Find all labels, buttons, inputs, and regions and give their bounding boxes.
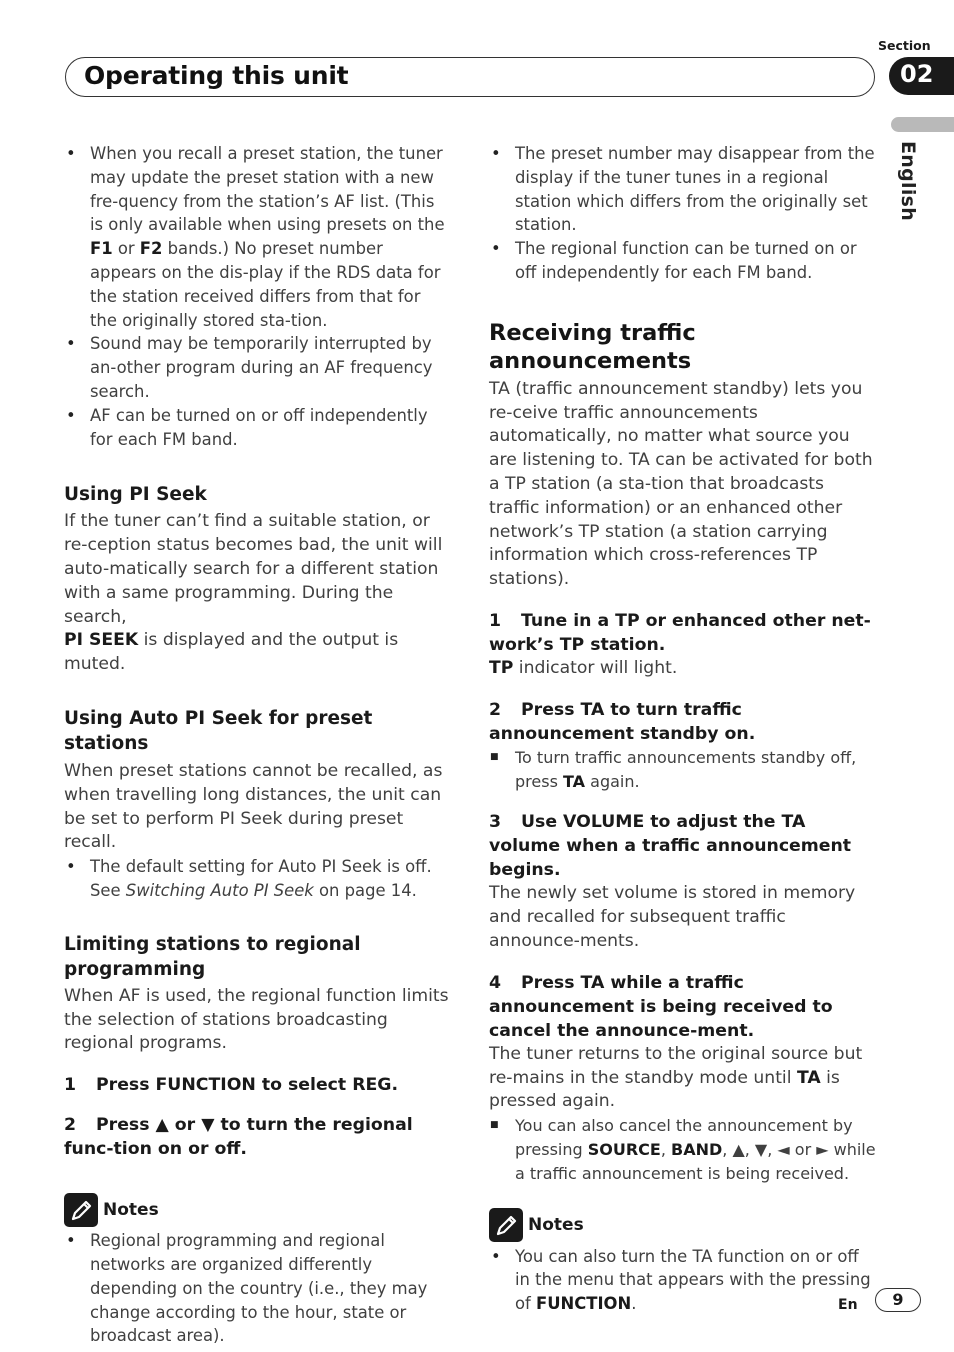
step-1: 1 Tune in a TP or enhanced other net-work’s TP station. [489, 610, 871, 655]
footer-language-code: En [838, 1297, 858, 1313]
step-2-note: ■ To turn traffic announcements standby off, press TA again. [489, 746, 877, 794]
notes-label: Notes [103, 1200, 159, 1221]
list-item: • The regional function can be turned on or off independently for each FM band. [489, 237, 877, 285]
auto-pi-seek-text: When preset stations cannot be recalled, as when travelling long distances, the unit can be set to perform PI Seek during preset recall. [64, 760, 443, 853]
step-1: 1 Press FUNCTION to select REG. [64, 1075, 399, 1096]
step-4-note: ■ You can also cancel the announcement by pressing SOURCE, BAND, ▲, ▼, ◄ or ► while a traffic announcement is being received. [489, 1114, 877, 1185]
notes-label: Notes [528, 1214, 584, 1235]
section-number: 02 [900, 60, 934, 88]
left-column [64, 142, 452, 1348]
step-3-text: The newly set volume is stored in memory and recalled for subsequent traffic announce-ments. [489, 883, 856, 951]
pi-seek-text: If the tuner can’t find a suitable station, or re-ception status becomes bad, the unit will auto-matically search for a different station with a same programming. During the search, PI SEEK is displayed and the output is muted. [64, 511, 443, 675]
page-title: Operating this unit [84, 61, 349, 90]
regional-text: When AF is used, the regional function limits the selection of stations broadcasting regional programs. [64, 985, 449, 1054]
language-tab-marker [891, 117, 954, 132]
note-pencil-icon [489, 1208, 523, 1242]
section-label: Section [878, 38, 931, 53]
heading-traffic: Receiving traffic announcements [489, 319, 696, 374]
section-number-tab [889, 57, 954, 95]
step-3: 3 Use VOLUME to adjust the TA volume when a traffic announcement begins. [489, 812, 852, 881]
note-pencil-icon [64, 1193, 98, 1227]
step-4: 4 Press TA while a traffic announcement is being received to cancel the announce-ment. [489, 972, 833, 1041]
list-item: • The preset number may disappear from the display if the tuner tunes in a regional station which differs from the originally set station. [489, 142, 877, 237]
list-item: • Sound may be temporarily interrupted by an-other program during an AF frequency search. [64, 332, 452, 403]
notes-header [64, 1193, 452, 1227]
heading-pi-seek: Using PI Seek [64, 484, 207, 506]
step-1-text: TP indicator will light. [489, 657, 678, 678]
traffic-text: TA (traffic announcement standby) lets you re-ceive traffic announcements automatically, no matter what source you are listening to. TA can be activated for both a TP station (a sta-tion that broadcasts traffic information) or an enhanced other network’s TP station (a station carrying information which cross-references TP stations). [489, 378, 873, 590]
list-item: • When you recall a preset station, the tuner may update the preset station with a new fre-quency from the station’s AF list. (This is only available when using presets on the F1 or F2 bands.) No preset number appears on the dis-play if the RDS data for the station received differs from that for the originally stored sta-tion. [64, 142, 452, 332]
language-label: English [897, 141, 919, 222]
step-4-text: The tuner returns to the original source but re-mains in the standby mode until TA is pressed again. [489, 1043, 863, 1112]
right-column [489, 142, 877, 1316]
list-item: • The default setting for Auto PI Seek is off. See Switching Auto PI Seek on page 14. [64, 855, 452, 903]
list-item: • Regional programming and regional networks are organized differently depending on the country (i.e., they may change according to the hour, state or broadcast area). [64, 1229, 452, 1348]
step-2: 2 Press ▲ or ▼ to turn the regional func-tion on or off. [64, 1115, 413, 1160]
list-item: • AF can be turned on or off independently for each FM band. [64, 404, 452, 452]
list-item: • You can also turn the TA function on or off in the menu that appears with the pressing of FUNCTION. [489, 1245, 877, 1316]
heading-auto-pi-seek: Using Auto PI Seek for preset stations [64, 707, 373, 754]
notes-header [489, 1208, 877, 1242]
step-2: 2 Press TA to turn traffic announcement standby on. [489, 699, 756, 744]
heading-regional: Limiting stations to regional programming [64, 933, 361, 980]
title-box [65, 57, 875, 97]
page-number: 9 [875, 1288, 921, 1312]
